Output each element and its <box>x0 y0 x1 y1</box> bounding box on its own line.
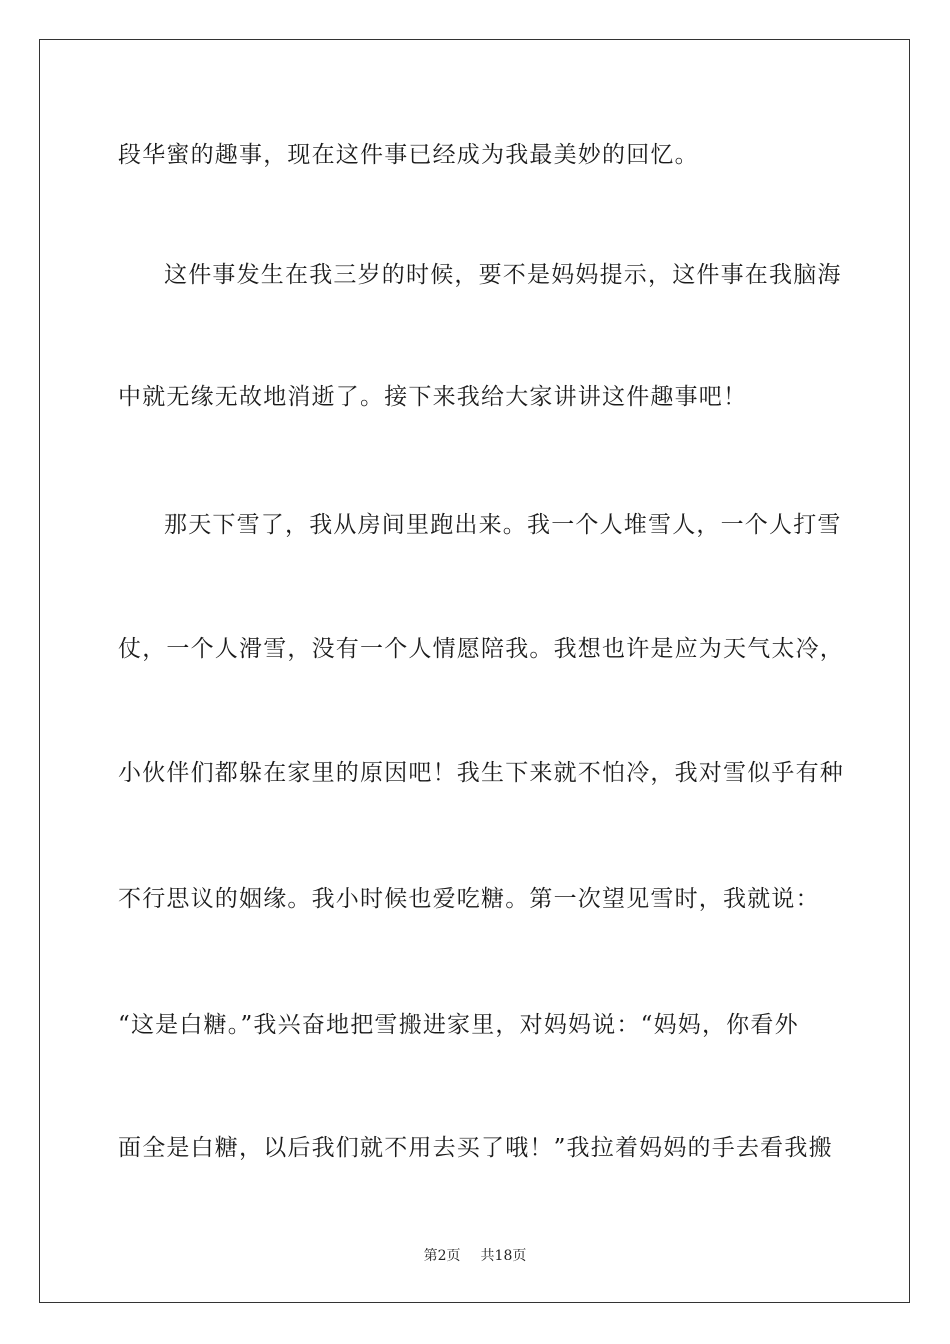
text-line-7: 不行思议的姻缘。我小时候也爱吃糖。第一次望见雪时，我就说： <box>118 886 820 912</box>
page-border <box>39 39 910 1303</box>
text-line-9: 面全是白糖，以后我们就不用去买了哦！”我拉着妈妈的手去看我搬 <box>118 1135 833 1161</box>
text-line-6: 小伙伴们都躲在家里的原因吧！我生下来就不怕冷，我对雪似乎有种 <box>118 760 844 786</box>
text-line-1: 段华蜜的趣事，现在这件事已经成为我最美妙的回忆。 <box>118 142 699 168</box>
page-number: 第2页 <box>423 1248 461 1264</box>
text-line-8: “这是白糖。”我兴奋地把雪搬进家里，对妈妈说：“妈妈，你看外 <box>118 1012 799 1038</box>
page-footer <box>0 1247 950 1265</box>
text-line-5: 仗，一个人滑雪，没有一个人情愿陪我。我想也许是应为天气太冷， <box>118 636 844 662</box>
page-total: 共18页 <box>480 1248 527 1264</box>
text-line-3: 中就无缘无故地消逝了。接下来我给大家讲讲这件趣事吧！ <box>118 384 748 410</box>
text-line-4: 那天下雪了，我从房间里跑出来。我一个人堆雪人，一个人打雪 <box>164 512 842 538</box>
text-line-2: 这件事发生在我三岁的时候，要不是妈妈提示，这件事在我脑海 <box>164 262 842 288</box>
